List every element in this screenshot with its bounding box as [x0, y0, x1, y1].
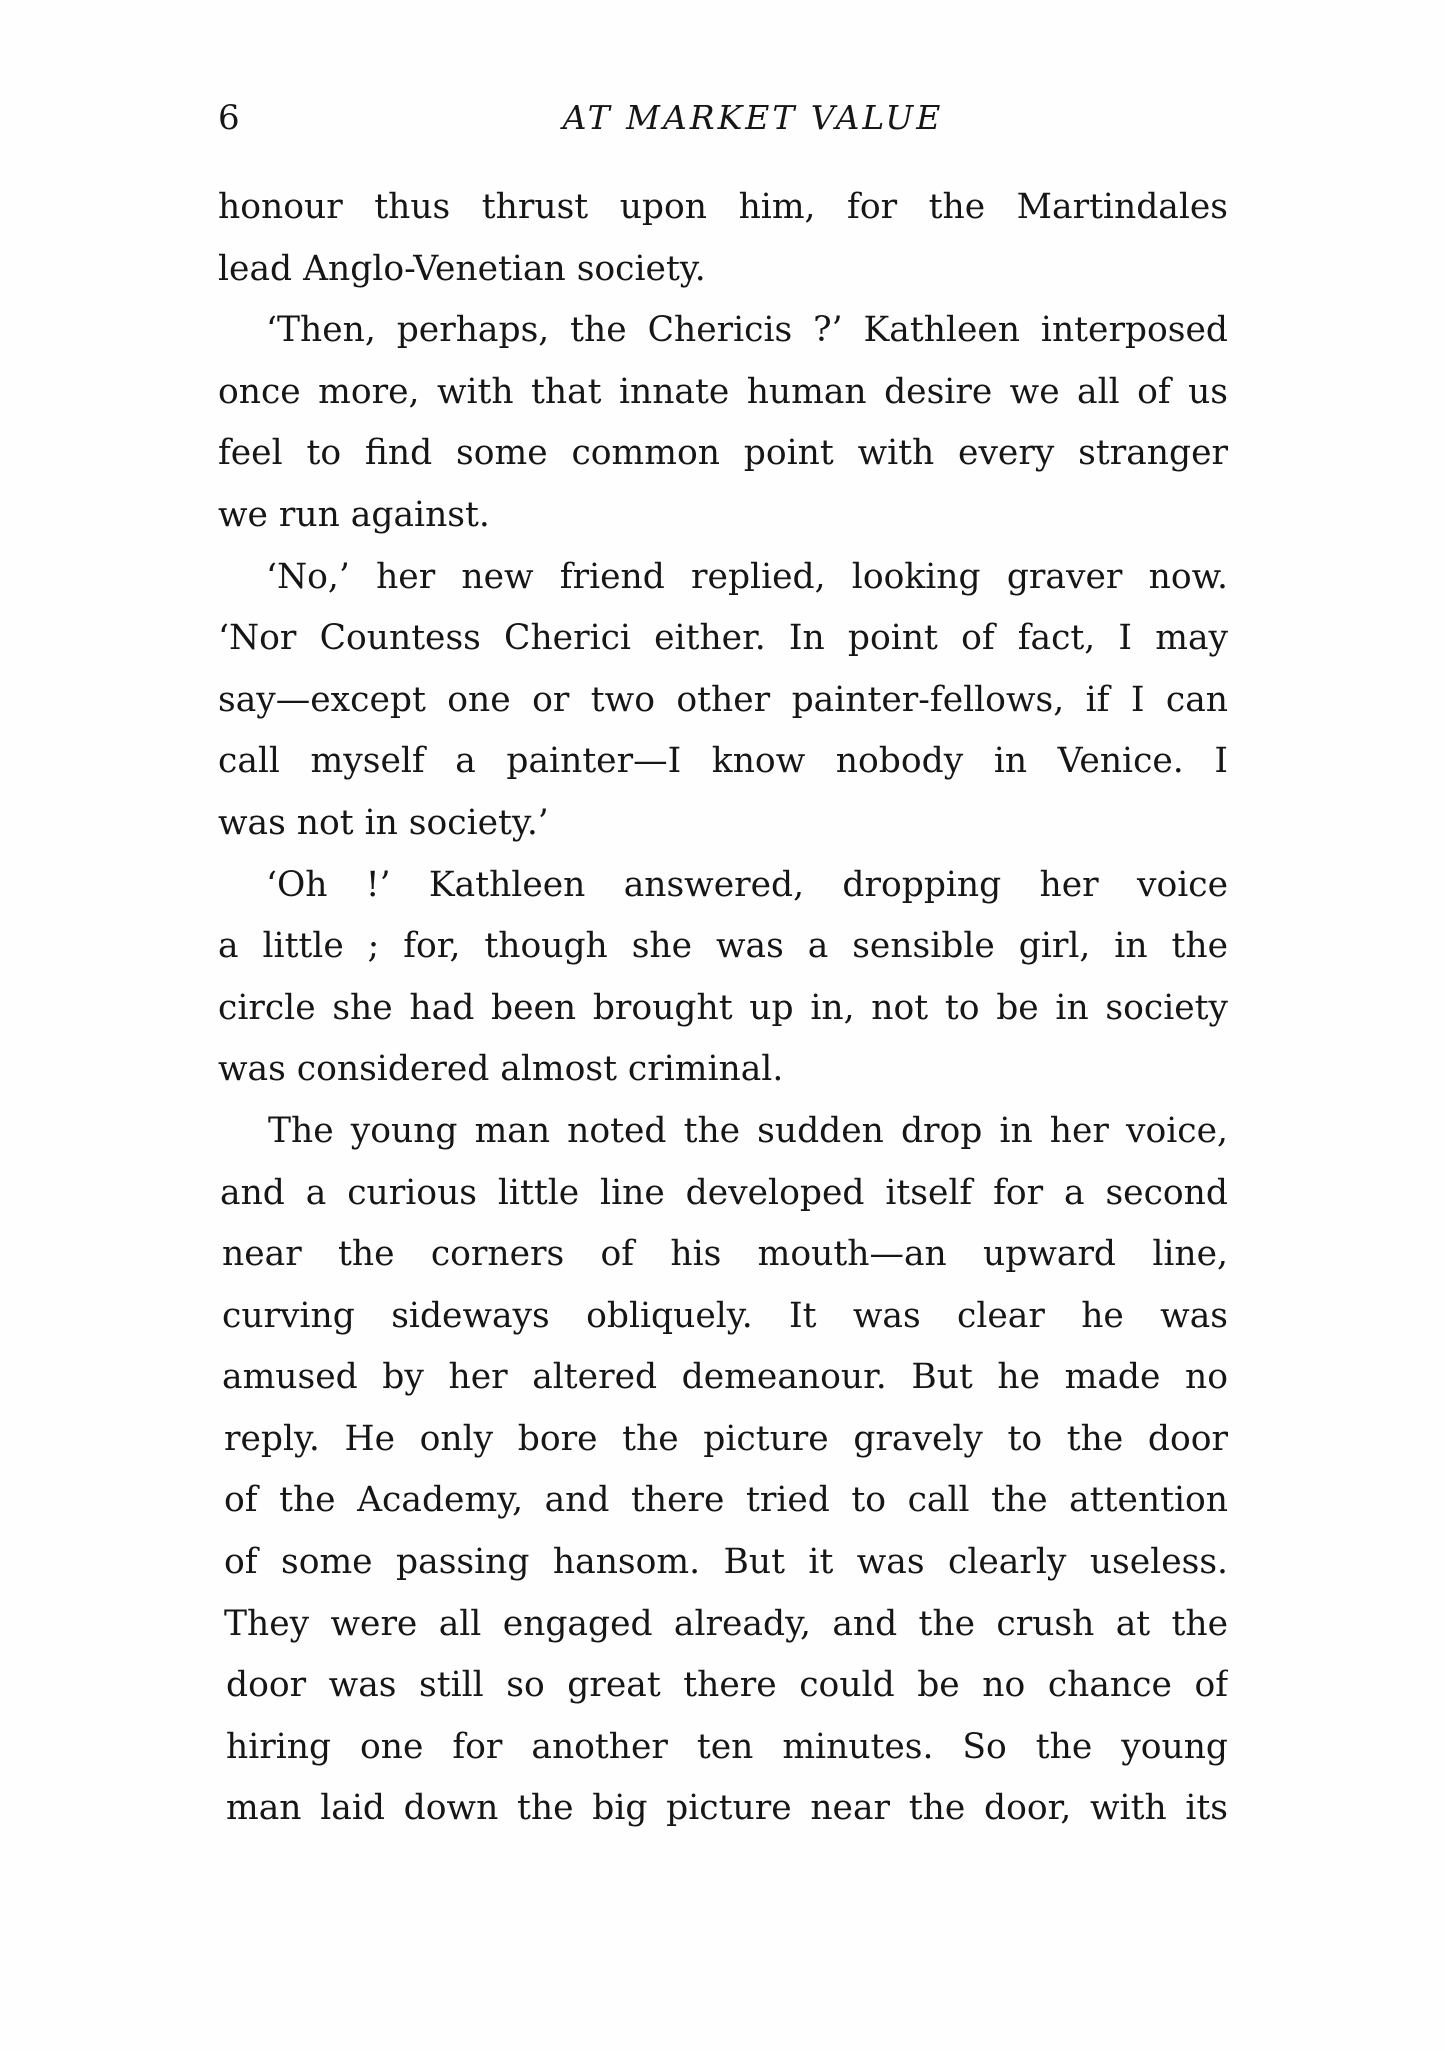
text-line: and a curious little line developed itself for a second	[220, 1172, 1228, 1213]
text-line: door was still so great there could be no chance of	[226, 1665, 1228, 1706]
text-line: once more, with that innate human desire we all of us	[218, 371, 1228, 412]
text-line: a little ; for, though she was a sensible girl, in the	[218, 926, 1228, 967]
text-line: of some passing hansom. But it was clearly useless.	[224, 1542, 1228, 1583]
text-line: The young man noted the sudden drop in her voice,	[268, 1110, 1228, 1151]
text-line: They were all engaged already, and the crush at the	[224, 1603, 1228, 1644]
text-line: reply. He only bore the picture gravely to the door	[224, 1418, 1228, 1459]
text-line: circle she had been brought up in, not to be in society	[218, 987, 1228, 1028]
running-head	[218, 88, 1228, 148]
text-line: lead Anglo-Venetian society.	[218, 248, 706, 289]
body-text	[218, 177, 1228, 1840]
text-line: was considered almost criminal.	[218, 1049, 784, 1090]
page-number: 6	[218, 98, 240, 138]
text-line: honour thus thrust upon him, for the Martindales	[218, 187, 1228, 227]
text-line: curving sideways obliquely. It was clear he was	[222, 1295, 1228, 1336]
text-line: ‘No,’ her new friend replied, looking graver now.	[266, 556, 1228, 597]
text-line: say—except one or two other painter-fellows, if I can	[218, 679, 1228, 720]
text-line: amused by her altered demeanour. But he made no	[222, 1357, 1228, 1398]
text-line: of the Academy, and there tried to call the attention	[224, 1480, 1228, 1521]
text-line: man laid down the big picture near the door, with its	[226, 1788, 1228, 1829]
text-line: call myself a painter—I know nobody in Venice. I	[218, 741, 1228, 782]
text-line: feel to find some common point with every stranger	[218, 433, 1228, 474]
text-line: ‘Oh !’ Kathleen answered, dropping her voice	[266, 864, 1228, 905]
text-line: we run against.	[218, 494, 490, 535]
text-line: ‘Then, perhaps, the Chericis ?’ Kathleen interposed	[266, 310, 1228, 351]
text-line: ‘Nor Countess Cherici either. In point of fact, I may	[218, 618, 1228, 659]
text-line: near the corners of his mouth—an upward line,	[222, 1234, 1228, 1275]
text-line: was not in society.’	[218, 802, 549, 843]
running-title: AT MARKET VALUE	[562, 98, 944, 137]
text-line: hiring one for another ten minutes. So the young	[226, 1726, 1228, 1767]
